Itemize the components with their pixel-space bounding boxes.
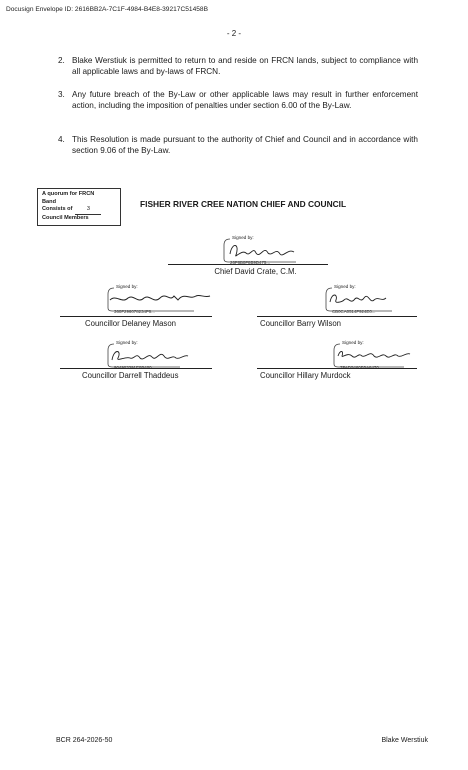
- item-number: 4.: [58, 135, 65, 144]
- signature-chief: [220, 237, 308, 263]
- caption-delaney: Councillor Delaney Mason: [85, 319, 177, 328]
- resolution-item-3: [58, 89, 418, 112]
- quorum-line-4: Council Members: [42, 214, 89, 221]
- item-text: Blake Werstiuk is permitted to return to and reside on FRCN lands, subject to compliance with all applicable laws and by-laws of FRCN.: [72, 56, 418, 77]
- footer-name: Blake Werstiuk: [381, 737, 428, 744]
- council-title: FISHER RIVER CREE NATION CHIEF AND COUNCIL: [140, 199, 347, 209]
- signed-by-label: Signed by:: [232, 235, 254, 240]
- signature-line-barry: [257, 316, 417, 317]
- signature-line-darrell: [60, 368, 212, 369]
- page-number: - 2 -: [226, 29, 242, 38]
- signature-darrell: [104, 342, 192, 368]
- resolution-item-4: [58, 134, 418, 157]
- signature-barry: [322, 286, 402, 312]
- caption-barry: Councillor Barry Wilson: [260, 319, 342, 328]
- item-text: This Resolution is made pursuant to the authority of Chief and Council and in accordance with section 9.06 of the By-Law.: [72, 135, 418, 156]
- item-text: Any future breach of the By-Law or other applicable laws may result in further enforcement action, including the imposition of penalties under section 6.00 of the By-Law.: [72, 90, 418, 111]
- caption-darrell: Councillor Darrell Thaddeus: [82, 371, 179, 380]
- signature-line-hillary: [257, 368, 417, 369]
- caption-chief: Chief David Crate, C.M.: [214, 267, 297, 276]
- envelope-id: Docusign Envelope ID: 2616BB2A-7C1F-4984-B4E8-39217C51458B: [6, 6, 208, 13]
- item-number: 2.: [58, 56, 65, 65]
- quorum-line-2: Band: [42, 198, 56, 205]
- signer-hash: 7FAD5460B5A8470...: [340, 365, 383, 370]
- signature-line-delaney: [60, 316, 212, 317]
- signer-hash: 26F8B0F8B9D475...: [230, 260, 271, 265]
- signer-hash: 904903391E0B400...: [114, 365, 156, 370]
- item-number: 3.: [58, 90, 65, 99]
- signer-hash: CB0CA0514F924E0...: [332, 309, 376, 314]
- quorum-box: [37, 188, 121, 226]
- signed-by-label: Signed by:: [116, 284, 138, 289]
- signer-hash: 360F296078234F6...: [114, 309, 155, 314]
- signed-by-label: Signed by:: [116, 340, 138, 345]
- caption-hillary: Councillor Hillary Murdock: [260, 371, 351, 380]
- signature-line-chief: [168, 264, 328, 265]
- signed-by-label: Signed by:: [334, 284, 356, 289]
- signature-hillary: [330, 342, 414, 368]
- signature-delaney: [104, 286, 214, 312]
- resolution-item-2: [58, 55, 418, 78]
- quorum-line-3: Consists of: [42, 206, 73, 213]
- quorum-line-1: A quorum for FRCN: [42, 191, 95, 197]
- signed-by-label: Signed by:: [342, 340, 364, 345]
- quorum-number: 3: [75, 206, 101, 215]
- footer-reference: BCR 264-2026-50: [56, 737, 113, 744]
